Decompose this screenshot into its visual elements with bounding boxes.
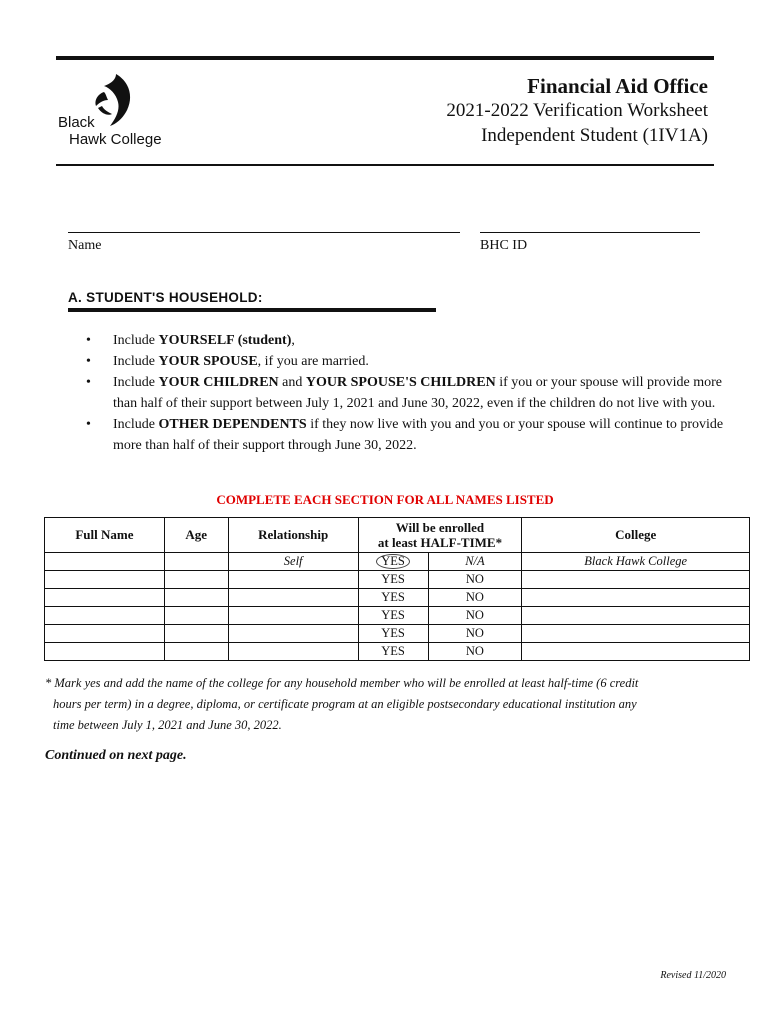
top-rule (56, 56, 714, 60)
col-full-name: Full Name (45, 518, 165, 553)
name-field[interactable] (68, 232, 460, 233)
cell-relationship[interactable] (228, 607, 358, 625)
cell-name[interactable] (45, 553, 165, 571)
cell-no[interactable]: NO (428, 589, 522, 607)
cell-yes[interactable]: YES (358, 643, 428, 661)
bullet-item: • Include YOUR CHILDREN and YOUR SPOUSE'S CHILDREN if you or your spouse will provide more than half of their support between July 1, 2021 and June 30, 2022, even if the children do not live with you. (86, 372, 736, 414)
worksheet-title: 2021-2022 Verification Worksheet (446, 100, 708, 121)
cell-college[interactable] (522, 589, 750, 607)
continued-note: Continued on next page. (45, 748, 187, 763)
bhc-id-label: BHC ID (480, 238, 528, 253)
cell-name[interactable] (45, 643, 165, 661)
half-time-footnote (45, 673, 735, 736)
table-row (45, 553, 750, 571)
cell-no[interactable]: NO (428, 571, 522, 589)
bullet-item: • Include YOURSELF (student), (86, 330, 736, 351)
table-row (45, 625, 750, 643)
bullet-item: • Include YOUR SPOUSE, if you are married. (86, 351, 736, 372)
student-type: Independent Student (1IV1A) (481, 125, 708, 146)
cell-yes[interactable]: YES (358, 607, 428, 625)
col-relationship: Relationship (228, 518, 358, 553)
complete-each-section-note: COMPLETE EACH SECTION FOR ALL NAMES LISTED (216, 492, 554, 507)
cell-age[interactable] (164, 553, 228, 571)
cell-college[interactable] (522, 643, 750, 661)
cell-yes[interactable]: YES (358, 625, 428, 643)
cell-age[interactable] (164, 589, 228, 607)
cell-name[interactable] (45, 589, 165, 607)
table-row (45, 643, 750, 661)
footnote-line: time between July 1, 2021 and June 30, 2022. (53, 718, 282, 732)
cell-yes[interactable]: YES (358, 589, 428, 607)
household-instructions (86, 330, 736, 456)
yes-circled: YES (376, 554, 410, 569)
cell-college[interactable] (522, 625, 750, 643)
cell-age[interactable] (164, 571, 228, 589)
name-label: Name (68, 238, 102, 253)
cell-no[interactable]: NO (428, 607, 522, 625)
cell-age[interactable] (164, 625, 228, 643)
bhc-id-field[interactable] (480, 232, 700, 233)
cell-age[interactable] (164, 643, 228, 661)
cell-relationship[interactable] (228, 625, 358, 643)
col-age: Age (164, 518, 228, 553)
cell-yes[interactable]: YES (358, 571, 428, 589)
section-a-rule (68, 308, 436, 312)
header-rule (56, 164, 714, 166)
footnote-line: hours per term) in a degree, diploma, or certificate program at an eligible postsecondary educational institution any (53, 697, 637, 711)
household-table (44, 517, 750, 661)
logo-text-black: Black (58, 114, 95, 131)
cell-relationship[interactable] (228, 571, 358, 589)
table-row (45, 571, 750, 589)
cell-college[interactable]: Black Hawk College (522, 553, 750, 571)
table-header-row (45, 518, 750, 553)
col-enrolled-half-time: Will be enrolled at least HALF-TIME* (358, 518, 522, 553)
table-row (45, 607, 750, 625)
footnote-line: * Mark yes and add the name of the college for any household member who will be enrolled at least half-time (6 credit (45, 676, 639, 690)
bullet-item: • Include OTHER DEPENDENTS if they now live with you and you or your spouse will continue to provide more than half of their support through June 30, 2022. (86, 414, 736, 456)
table-row (45, 589, 750, 607)
cell-age[interactable] (164, 607, 228, 625)
cell-no[interactable]: NO (428, 643, 522, 661)
section-a-title: A. STUDENT'S HOUSEHOLD: (68, 290, 263, 305)
cell-name[interactable] (45, 571, 165, 589)
cell-relationship[interactable] (228, 589, 358, 607)
cell-no[interactable]: NO (428, 625, 522, 643)
revised-date: Revised 11/2020 (660, 970, 726, 981)
cell-college[interactable] (522, 607, 750, 625)
cell-name[interactable] (45, 607, 165, 625)
cell-relationship[interactable] (228, 643, 358, 661)
cell-college[interactable] (522, 571, 750, 589)
col-college: College (522, 518, 750, 553)
office-title: Financial Aid Office (527, 74, 708, 98)
cell-yes[interactable] (358, 553, 428, 571)
cell-relationship[interactable]: Self (228, 553, 358, 571)
cell-no[interactable]: N/A (428, 553, 522, 571)
logo-text-hawk-college: Hawk College (69, 131, 162, 148)
cell-name[interactable] (45, 625, 165, 643)
